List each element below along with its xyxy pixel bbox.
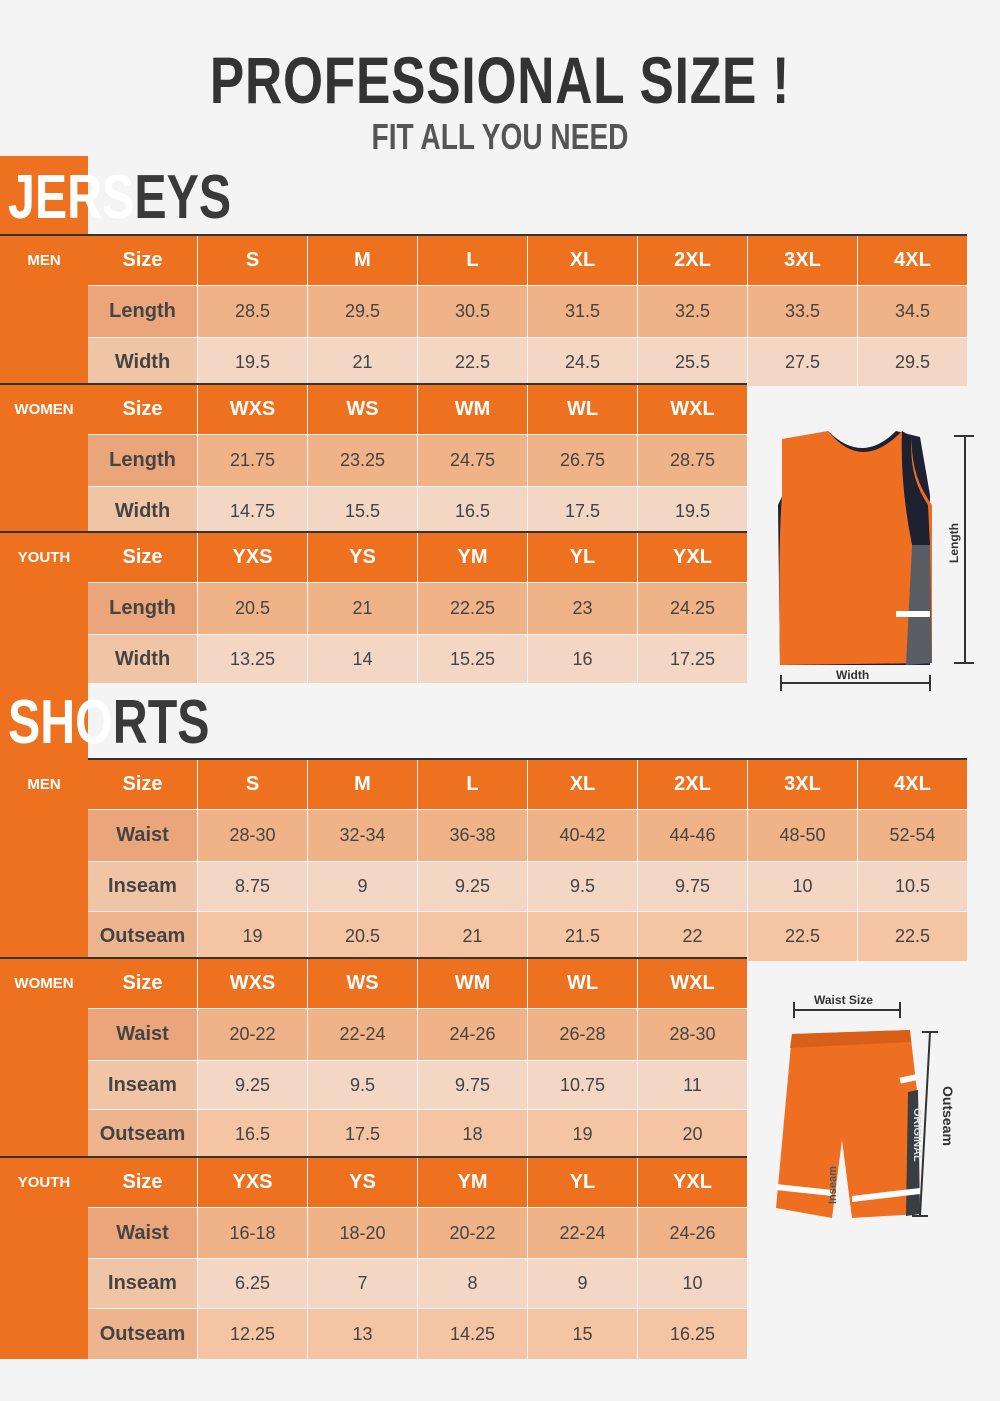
row-label: Inseam — [88, 862, 197, 911]
measurement-cell: 44-46 — [638, 810, 747, 861]
size-cell: WXS — [198, 959, 307, 1008]
shorts-youth-label: YOUTH — [0, 1158, 88, 1359]
measurement-cell: 29.5 — [308, 286, 417, 337]
size-cell: 3XL — [748, 236, 857, 285]
measurement-cell: 24.25 — [638, 583, 747, 634]
shorts-illustration — [770, 990, 985, 1230]
measurement-cell: 22.5 — [418, 338, 527, 386]
measurement-cell: 24-26 — [418, 1009, 527, 1060]
measurement-cell: 28-30 — [198, 810, 307, 861]
measurement-cell: 9.75 — [638, 862, 747, 911]
table-row — [88, 435, 748, 486]
row-label: Length — [88, 286, 197, 337]
size-cell: YL — [528, 533, 637, 582]
row-label: Size — [88, 760, 197, 809]
table-row — [88, 635, 748, 683]
measurement-cell: 10 — [748, 862, 857, 911]
row-label: Size — [88, 533, 197, 582]
measurement-cell: 19 — [198, 912, 307, 961]
measurement-cell: 34.5 — [858, 286, 967, 337]
table-row — [88, 1061, 748, 1109]
measurement-cell: 29.5 — [858, 338, 967, 386]
table-row — [88, 1009, 748, 1060]
size-cell: L — [418, 236, 527, 285]
table-header-row — [88, 236, 968, 285]
measurement-cell: 24-26 — [638, 1208, 747, 1258]
measurement-cell: 11 — [638, 1061, 747, 1109]
measurement-cell: 8.75 — [198, 862, 307, 911]
size-cell: WXL — [638, 959, 747, 1008]
measurement-cell: 14.25 — [418, 1309, 527, 1359]
table-row — [88, 862, 968, 911]
size-cell: YXS — [198, 1158, 307, 1207]
table-header-row — [88, 533, 748, 582]
measurement-cell: 16-18 — [198, 1208, 307, 1258]
jersey-length-label: Length — [947, 523, 961, 563]
measurement-cell: 48-50 — [748, 810, 857, 861]
size-cell: M — [308, 760, 417, 809]
measurement-cell: 8 — [418, 1259, 527, 1308]
size-cell: WXS — [198, 385, 307, 434]
row-label: Width — [88, 487, 197, 535]
row-label: Outseam — [88, 1309, 197, 1359]
size-cell: S — [198, 236, 307, 285]
page-subtitle: FIT ALL YOU NEED — [371, 116, 629, 157]
size-cell: L — [418, 760, 527, 809]
size-cell: 4XL — [858, 236, 967, 285]
measurement-cell: 25.5 — [638, 338, 747, 386]
size-cell: YL — [528, 1158, 637, 1207]
size-cell: 2XL — [638, 760, 747, 809]
size-cell: WM — [418, 959, 527, 1008]
measurement-cell: 20.5 — [308, 912, 417, 961]
measurement-cell: 15.5 — [308, 487, 417, 535]
measurement-cell: 31.5 — [528, 286, 637, 337]
shorts-outseam-label: Outseam — [940, 1086, 956, 1146]
shorts-brand-text: ORIGINAL — [911, 1108, 923, 1162]
measurement-cell: 28.5 — [198, 286, 307, 337]
size-cell: XL — [528, 236, 637, 285]
measurement-cell: 27.5 — [748, 338, 857, 386]
shorts-inseam-label: Inseam — [827, 1166, 839, 1204]
measurement-cell: 15 — [528, 1309, 637, 1359]
table-row — [88, 583, 748, 634]
size-cell: YM — [418, 533, 527, 582]
shorts-heading-white: SHO — [8, 688, 113, 757]
row-label: Length — [88, 435, 197, 486]
size-cell: S — [198, 760, 307, 809]
measurement-cell: 24.5 — [528, 338, 637, 386]
measurement-cell: 20-22 — [418, 1208, 527, 1258]
measurement-cell: 9 — [528, 1259, 637, 1308]
measurement-cell: 22.5 — [748, 912, 857, 961]
table-row — [88, 1309, 748, 1359]
table-row — [88, 810, 968, 861]
size-cell: M — [308, 236, 417, 285]
measurement-cell: 20 — [638, 1110, 747, 1159]
row-label: Inseam — [88, 1061, 197, 1109]
measurement-cell: 21 — [418, 912, 527, 961]
measurement-cell: 9.75 — [418, 1061, 527, 1109]
row-label: Size — [88, 385, 197, 434]
size-cell: WL — [528, 959, 637, 1008]
size-cell: YXL — [638, 1158, 747, 1207]
measurement-cell: 22-24 — [308, 1009, 417, 1060]
measurement-cell: 22-24 — [528, 1208, 637, 1258]
row-label: Waist — [88, 1208, 197, 1258]
row-label: Size — [88, 959, 197, 1008]
measurement-cell: 20.5 — [198, 583, 307, 634]
measurement-cell: 21 — [308, 583, 417, 634]
row-label: Outseam — [88, 912, 197, 961]
measurement-cell: 19.5 — [638, 487, 747, 535]
row-label: Inseam — [88, 1259, 197, 1308]
size-cell: 2XL — [638, 236, 747, 285]
measurement-cell: 16.25 — [638, 1309, 747, 1359]
measurement-cell: 52-54 — [858, 810, 967, 861]
measurement-cell: 23.25 — [308, 435, 417, 486]
size-cell: WM — [418, 385, 527, 434]
measurement-cell: 22.25 — [418, 583, 527, 634]
measurement-cell: 18-20 — [308, 1208, 417, 1258]
size-cell: WL — [528, 385, 637, 434]
table-header-row — [88, 385, 748, 434]
measurement-cell: 36-38 — [418, 810, 527, 861]
measurement-cell: 16.5 — [198, 1110, 307, 1159]
measurement-cell: 20-22 — [198, 1009, 307, 1060]
shorts-women-label: WOMEN — [0, 959, 88, 1159]
table-header-row — [88, 760, 968, 809]
size-cell: WS — [308, 385, 417, 434]
measurement-cell: 7 — [308, 1259, 417, 1308]
row-label: Waist — [88, 1009, 197, 1060]
size-cell: WXL — [638, 385, 747, 434]
jerseys-youth-label: YOUTH — [0, 533, 88, 683]
measurement-cell: 21 — [308, 338, 417, 386]
measurement-cell: 26-28 — [528, 1009, 637, 1060]
jersey-illustration — [770, 425, 980, 695]
measurement-cell: 30.5 — [418, 286, 527, 337]
measurement-cell: 9.5 — [308, 1061, 417, 1109]
size-cell: WS — [308, 959, 417, 1008]
measurement-cell: 17.5 — [528, 487, 637, 535]
shorts-waist-label: Waist Size — [814, 993, 873, 1007]
measurement-cell: 22.5 — [858, 912, 967, 961]
row-label: Size — [88, 1158, 197, 1207]
size-cell: YS — [308, 533, 417, 582]
jerseys-heading-white: JERS — [8, 163, 135, 232]
table-row — [88, 1110, 748, 1159]
row-label: Width — [88, 338, 197, 386]
jerseys-men-label: MEN — [0, 236, 88, 386]
measurement-cell: 10.75 — [528, 1061, 637, 1109]
table-row — [88, 912, 968, 961]
measurement-cell: 9.25 — [198, 1061, 307, 1109]
table-header-row — [88, 1158, 748, 1207]
jerseys-women-label: WOMEN — [0, 385, 88, 535]
measurement-cell: 6.25 — [198, 1259, 307, 1308]
measurement-cell: 23 — [528, 583, 637, 634]
measurement-cell: 10.5 — [858, 862, 967, 911]
row-label: Width — [88, 635, 197, 683]
row-label: Size — [88, 236, 197, 285]
size-cell: YS — [308, 1158, 417, 1207]
jersey-width-label: Width — [836, 668, 870, 682]
measurement-cell: 13.25 — [198, 635, 307, 683]
row-label: Outseam — [88, 1110, 197, 1159]
measurement-cell: 9.25 — [418, 862, 527, 911]
row-label: Waist — [88, 810, 197, 861]
size-cell: YM — [418, 1158, 527, 1207]
measurement-cell: 13 — [308, 1309, 417, 1359]
shorts-men-label: MEN — [0, 760, 88, 961]
table-row — [88, 338, 968, 386]
measurement-cell: 16.5 — [418, 487, 527, 535]
size-cell: 4XL — [858, 760, 967, 809]
measurement-cell: 10 — [638, 1259, 747, 1308]
table-row — [88, 1259, 748, 1308]
table-row — [88, 487, 748, 535]
measurement-cell: 15.25 — [418, 635, 527, 683]
measurement-cell: 21.5 — [528, 912, 637, 961]
page-title: PROFESSIONAL SIZE ! — [209, 43, 791, 117]
measurement-cell: 9 — [308, 862, 417, 911]
measurement-cell: 40-42 — [528, 810, 637, 861]
measurement-cell: 14.75 — [198, 487, 307, 535]
measurement-cell: 26.75 — [528, 435, 637, 486]
measurement-cell: 16 — [528, 635, 637, 683]
measurement-cell: 9.5 — [528, 862, 637, 911]
measurement-cell: 17.5 — [308, 1110, 417, 1159]
size-cell: YXS — [198, 533, 307, 582]
measurement-cell: 14 — [308, 635, 417, 683]
measurement-cell: 33.5 — [748, 286, 857, 337]
size-cell: XL — [528, 760, 637, 809]
jerseys-heading-dark: EYS — [134, 163, 232, 232]
measurement-cell: 32-34 — [308, 810, 417, 861]
measurement-cell: 24.75 — [418, 435, 527, 486]
measurement-cell: 22 — [638, 912, 747, 961]
measurement-cell: 21.75 — [198, 435, 307, 486]
measurement-cell: 32.5 — [638, 286, 747, 337]
measurement-cell: 28-30 — [638, 1009, 747, 1060]
measurement-cell: 12.25 — [198, 1309, 307, 1359]
table-header-row — [88, 959, 748, 1008]
shorts-heading-dark: RTS — [112, 688, 210, 757]
table-row — [88, 286, 968, 337]
table-row — [88, 1208, 748, 1258]
size-cell: YXL — [638, 533, 747, 582]
measurement-cell: 17.25 — [638, 635, 747, 683]
measurement-cell: 28.75 — [638, 435, 747, 486]
measurement-cell: 19 — [528, 1110, 637, 1159]
size-cell: 3XL — [748, 760, 857, 809]
row-label: Length — [88, 583, 197, 634]
measurement-cell: 18 — [418, 1110, 527, 1159]
measurement-cell: 19.5 — [198, 338, 307, 386]
